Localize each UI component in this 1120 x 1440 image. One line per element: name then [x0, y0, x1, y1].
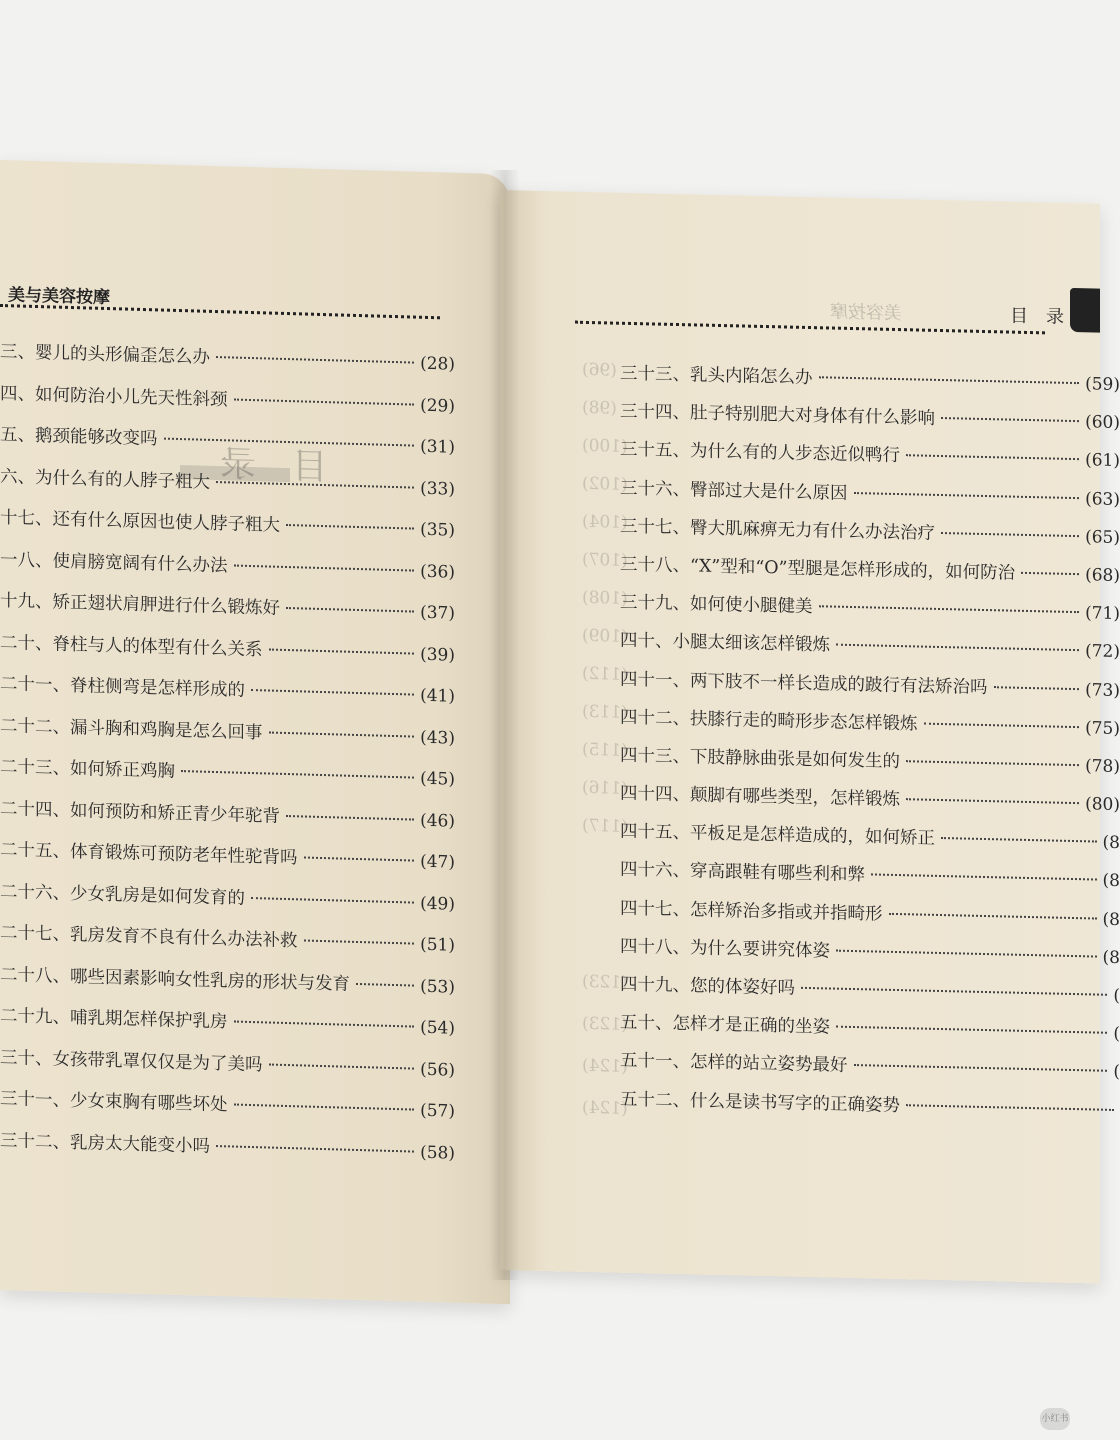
toc-entry[interactable]: 四十六、穿高跟鞋有哪些利和弊 (8: [620, 860, 1120, 892]
toc-entry[interactable]: 四十七、怎样矫治多指或并指畸形 (8: [620, 898, 1120, 930]
toc-entry[interactable]: 三十七、臀大肌麻痹无力有什么办法治疗 (65): [620, 516, 1120, 548]
toc-entry[interactable]: 三十九、如何使小腿健美 (71): [620, 592, 1120, 625]
right-page: [500, 190, 1120, 1284]
left-page: [0, 160, 510, 1304]
toc-entry[interactable]: 五、鹅颈能够改变吗 (31): [0, 425, 455, 458]
toc-entry[interactable]: 三十四、肚子特别肥大对身体有什么影响 (60): [620, 401, 1120, 434]
toc-entry[interactable]: 五十、怎样才是正确的坐姿 (: [620, 1012, 1120, 1045]
toc-entry[interactable]: 二十六、少女乳房是如何发育的 (49): [0, 881, 455, 915]
toc-entry[interactable]: 三十一、少女束胸有哪些坏处 (57): [0, 1089, 455, 1122]
toc-entry[interactable]: 二十七、乳房发育不良有什么办法补救 (51): [0, 923, 455, 956]
toc-entry[interactable]: 四十、小腿太细该怎样锻炼 (72): [620, 631, 1120, 663]
running-header-left: 美与美容按摩: [8, 285, 110, 309]
toc-list-left: [0, 338, 455, 1181]
toc-entry[interactable]: 三十二、乳房太大能变小吗 (58): [0, 1130, 455, 1164]
toc-entry[interactable]: 三十六、臀部过大是什么原因 (63): [620, 478, 1120, 510]
show-through-header: 美容按摩: [830, 301, 902, 325]
toc-entry[interactable]: 十九、矫正翅状肩胛进行什么锻炼好 (37): [0, 591, 455, 624]
toc-entry[interactable]: 四十三、下肢静脉曲张是如何发生的 (78): [620, 745, 1120, 777]
toc-entry[interactable]: 四十二、扶膝行走的畸形步态怎样锻炼 (75): [620, 707, 1120, 739]
toc-entry[interactable]: 四十八、为什么要讲究体姿 (8: [620, 936, 1120, 968]
toc-entry[interactable]: 二十八、哪些因素影响女性乳房的形状与发育 (53): [0, 964, 455, 998]
toc-entry[interactable]: 二十、脊柱与人的体型有什么关系 (39): [0, 632, 455, 666]
toc-entry[interactable]: 四十四、颠脚有哪些类型，怎样锻炼 (80): [620, 783, 1120, 816]
watermark-badge: 小红书: [1040, 1408, 1070, 1430]
toc-entry[interactable]: 五十一、怎样的站立姿势最好 (: [620, 1051, 1120, 1083]
toc-entry[interactable]: 二十四、如何预防和矫正青少年驼背 (46): [0, 798, 455, 832]
show-through-heading: 目 录: [220, 444, 329, 489]
toc-entry[interactable]: 三十五、为什么有的人步态近似鸭行 (61): [620, 440, 1120, 472]
toc-entry[interactable]: 三、婴儿的头形偏歪怎么办 (28): [0, 342, 455, 375]
toc-entry[interactable]: 二十九、哺乳期怎样保护乳房 (54): [0, 1006, 455, 1039]
toc-entry[interactable]: 三十八、“X”型和“O”型腿是怎样形成的，如何防治 (68): [620, 554, 1120, 587]
toc-entry[interactable]: 四十五、平板足是怎样造成的，如何矫正 (8: [620, 821, 1120, 854]
toc-list-right: [620, 360, 1120, 1135]
header-dotted-rule: [575, 321, 1045, 335]
show-through-page-numbers: (96) (98) (100) (102) (104) (107) (108) (109) (112) (113) (115) (116) (117) (123) (123) (124) (124): [582, 359, 628, 1119]
toc-entry[interactable]: 十七、还有什么原因也使人脖子粗大 (35): [0, 508, 455, 541]
toc-entry[interactable]: 六、为什么有的人脖子粗大 (33): [0, 466, 455, 500]
running-header-right: 目 录: [1010, 305, 1064, 328]
toc-entry[interactable]: 二十三、如何矫正鸡胸 (45): [0, 757, 455, 790]
toc-entry[interactable]: 二十二、漏斗胸和鸡胸是怎么回事 (43): [0, 715, 455, 749]
toc-entry[interactable]: 一八、使肩膀宽阔有什么办法 (36): [0, 549, 455, 583]
header-dotted-rule: [0, 304, 440, 319]
page-corner-tab: [1070, 288, 1100, 333]
toc-entry[interactable]: 三十、女孩带乳罩仅仅是为了美吗 (56): [0, 1047, 455, 1081]
toc-entry[interactable]: 五十二、什么是读书写字的正确姿势: [620, 1085, 1120, 1135]
toc-entry[interactable]: 四、如何防治小儿先天性斜颈 (29): [0, 383, 455, 417]
toc-entry[interactable]: 二十五、体育锻炼可预防老年性驼背吗 (47): [0, 840, 455, 873]
toc-entry[interactable]: 四十九、您的体姿好吗 (: [620, 974, 1120, 1007]
toc-entry[interactable]: 二十一、脊柱侧弯是怎样形成的 (41): [0, 674, 455, 707]
toc-entry[interactable]: 四十一、两下肢不一样长造成的跛行有法矫治吗 (73): [620, 669, 1120, 701]
toc-entry[interactable]: 三十三、乳头内陷怎么办 (59): [620, 363, 1120, 396]
